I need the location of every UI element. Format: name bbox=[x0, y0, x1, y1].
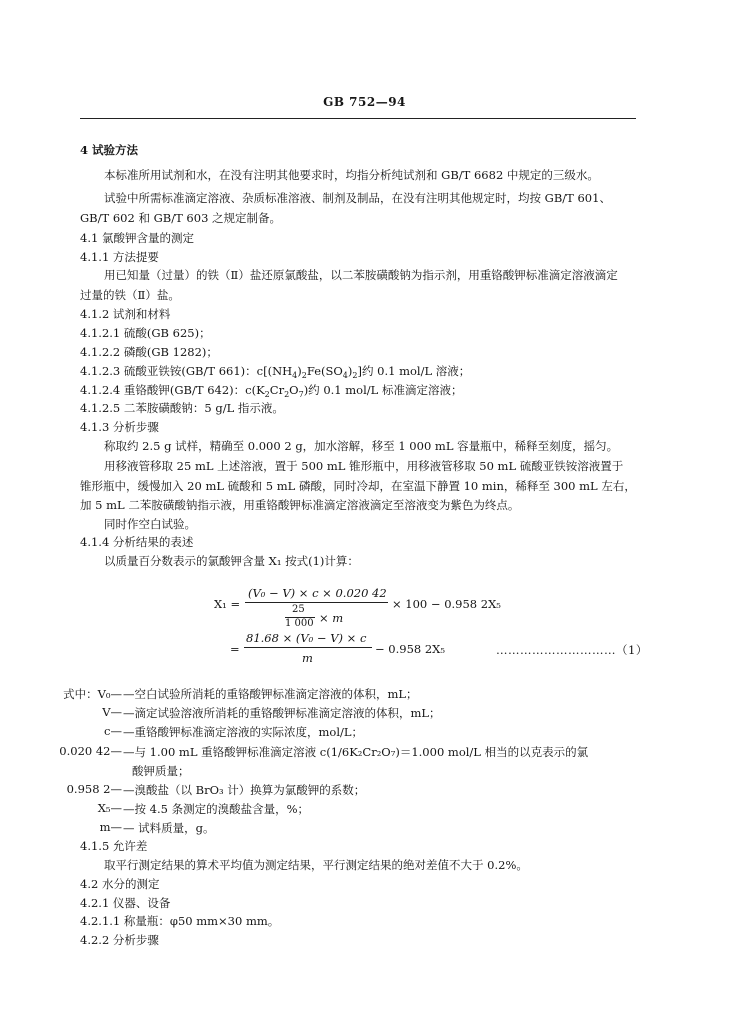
item-4-2-1-1: 4.2.1.1 称量瓶：φ50 mm×30 mm。 bbox=[80, 914, 280, 928]
formula-den-1000: 1 000 bbox=[285, 618, 314, 629]
def-desc-002042-cont: 酸钾质量； bbox=[132, 764, 190, 778]
section-4-1-2-title: 4.1.2 试剂和材料 bbox=[80, 307, 171, 321]
def-term-v: V— bbox=[102, 705, 122, 719]
def-desc-v: —滴定试验溶液所消耗的重铬酸钾标准滴定溶液的体积，mL； bbox=[123, 706, 441, 720]
formula-fraction-line-1 bbox=[245, 602, 388, 603]
item-4-1-2-5: 4.1.2.5 二苯胺磺酸钠：5 g/L 指示液。 bbox=[80, 401, 284, 415]
section-4-1-3-title: 4.1.3 分析步骤 bbox=[80, 420, 159, 434]
section-4-paragraph-2b: GB/T 602 和 GB/T 603 之规定制备。 bbox=[80, 211, 282, 225]
section-4-2-2-title: 4.2.2 分析步骤 bbox=[80, 933, 159, 947]
formula-tail-1: × 100 − 0.958 2X₅ bbox=[392, 597, 501, 611]
def-term-c: c— bbox=[104, 724, 122, 738]
formula-eq-2: = bbox=[230, 642, 240, 656]
section-4-1-3-text-e: 同时作空白试验。 bbox=[104, 517, 196, 531]
formula-tail-2: − 0.958 2X₅ bbox=[375, 642, 445, 656]
section-4-1-1-title: 4.1.1 方法提要 bbox=[80, 250, 159, 264]
section-4-1-title: 4.1 氯酸钾含量的测定 bbox=[80, 231, 194, 245]
def-term-09582: 0.958 2— bbox=[66, 782, 122, 796]
section-4-1-3-text-c: 锥形瓶中，缓慢加入 20 mL 硫酸和 5 mL 磷酸，同时冷却，在室温下静置 10 min，稀释至 300 mL 左右， bbox=[80, 479, 636, 493]
section-4-1-3-text-b: 用移液管移取 25 mL 上述溶液，置于 500 mL 锥形瓶中，用移液管移取 50 mL 硫酸亚铁铵溶液置于 bbox=[104, 459, 624, 473]
item-4-1-2-2: 4.1.2.2 磷酸(GB 1282)； bbox=[80, 345, 218, 359]
def-desc-002042: —与 1.00 mL 重铬酸钾标准滴定溶液 c(1/6K₂Cr₂O₇)＝1.000 mol/L 相当的以克表示的氯 bbox=[123, 745, 589, 759]
formula-fraction-line-2 bbox=[244, 647, 372, 648]
section-4-1-3-text-a: 称取约 2.5 g 试样，精确至 0.000 2 g，加水溶解，移至 1 000 mL 容量瓶中，稀释至刻度，摇匀。 bbox=[104, 439, 619, 453]
def-term-v0: 式中：V₀— bbox=[63, 687, 122, 701]
section-4-paragraph-2a: 试验中所需标准滴定溶液、杂质标准溶液、制剂及制品，在没有注明其他规定时，均按 GB/T 601、 bbox=[104, 191, 611, 205]
formula-number: …………………………（1） bbox=[496, 643, 648, 657]
formula-den-m: × m bbox=[319, 611, 344, 625]
section-4-2-title: 4.2 水分的测定 bbox=[80, 877, 160, 891]
def-desc-c: —重铬酸钾标准滴定溶液的实际浓度，mol/L； bbox=[123, 725, 364, 739]
section-4-1-5-title: 4.1.5 允许差 bbox=[80, 839, 148, 853]
formula-numerator-2: 81.68 × (V₀ − V) × c bbox=[246, 631, 367, 645]
def-term-m: m— bbox=[99, 820, 122, 834]
def-desc-09582: —溴酸盐（以 BrO₃ 计）换算为氯酸钾的系数； bbox=[123, 783, 366, 797]
section-4-1-3-text-d: 加 5 mL 二苯胺磺酸钠指示液，用重铬酸钾标准滴定溶液滴定至溶液变为紫色为终点。 bbox=[80, 498, 520, 512]
header-rule bbox=[80, 118, 636, 119]
def-desc-x5: —按 4.5 条测定的溴酸盐含量，%； bbox=[123, 802, 310, 816]
section-4-paragraph-1: 本标准所用试剂和水，在没有注明其他要求时，均指分析纯试剂和 GB/T 6682 中规定的三级水。 bbox=[104, 168, 599, 182]
section-4-1-1-text-b: 过量的铁（Ⅱ）盐。 bbox=[80, 288, 180, 302]
formula-numerator-1: (V₀ − V) × c × 0.020 42 bbox=[248, 586, 387, 600]
item-4-1-2-4: 4.1.2.4 重铬酸钾(GB/T 642)：$c(K_2Cr_2O_7)$约 0.1 mol/L 标准滴定溶液； bbox=[80, 383, 463, 399]
section-4-title: 4 试验方法 bbox=[80, 143, 139, 157]
section-4-1-4-text: 以质量百分数表示的氯酸钾含量 X₁ 按式(1)计算： bbox=[104, 554, 359, 568]
section-4-1-4-title: 4.1.4 分析结果的表述 bbox=[80, 535, 194, 549]
def-desc-v0: —空白试验所消耗的重铬酸钾标准滴定溶液的体积，mL； bbox=[123, 687, 418, 701]
def-desc-m: — 试料质量，g。 bbox=[123, 821, 215, 835]
formula-lhs: X₁ = bbox=[214, 597, 241, 611]
page-header: GB 752—94 bbox=[323, 95, 406, 109]
def-term-002042: 0.020 42— bbox=[59, 744, 122, 758]
section-4-1-1-text-a: 用已知量（过量）的铁（Ⅱ）盐还原氯酸盐，以二苯胺磺酸钠为指示剂，用重铬酸钾标准滴定溶液滴定 bbox=[104, 268, 618, 282]
formula-den-2: m bbox=[302, 651, 313, 665]
item-4-1-2-3: 4.1.2.3 硫酸亚铁铵(GB/T 661)：$c[(NH_4)_2Fe(SO_4)_2]$约 0.1 mol/L 溶液； bbox=[80, 364, 471, 380]
item-4-1-2-1: 4.1.2.1 硫酸(GB 625)； bbox=[80, 326, 211, 340]
section-4-1-5-text: 取平行测定结果的算术平均值为测定结果，平行测定结果的绝对差值不大于 0.2%。 bbox=[104, 858, 528, 872]
section-4-2-1-title: 4.2.1 仪器、设备 bbox=[80, 896, 171, 910]
formula-den-25: 25 bbox=[292, 604, 305, 615]
def-term-x5: X₅— bbox=[97, 801, 122, 815]
